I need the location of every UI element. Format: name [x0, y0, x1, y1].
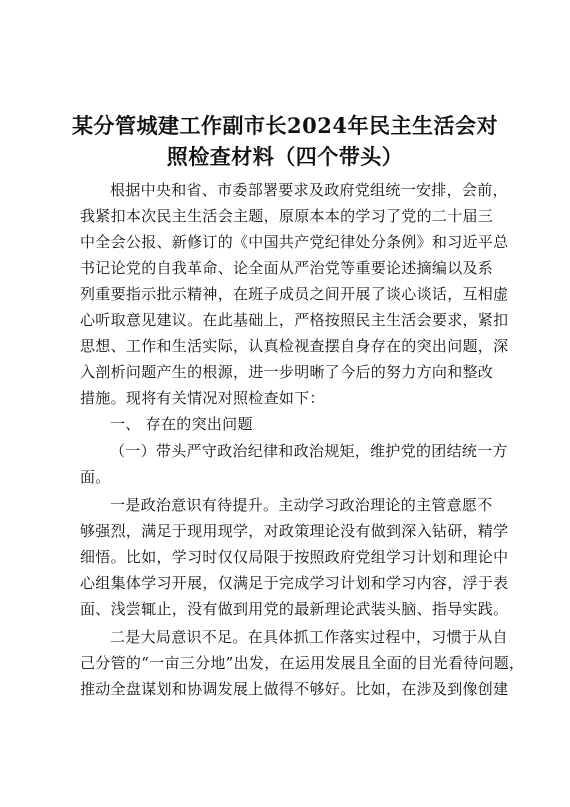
- point-1-line: 面、浅尝辄止，没有做到用党的最新理论武装头脑、指导实践。: [80, 600, 509, 618]
- point-1-line: 心组集体学习开展，仅满足于完成学习计划和学习内容，浮于表: [80, 574, 509, 592]
- intro-line: 思想、工作和生活实际，认真检视查摆自身存在的突出问题，深: [80, 337, 509, 355]
- section-heading: 一、 存在的突出问题: [110, 415, 253, 433]
- point-2-line: 推动全盘谋划和协调发展上做得不够好。比如，在涉及到像创建: [80, 680, 509, 698]
- intro-line: 心听取意见建议。在此基础上，严格按照民主生活会要求，紧扣: [80, 311, 509, 329]
- intro-line: 我紧扣本次民主生活会主题，原原本本的学习了党的二十届三: [80, 207, 494, 225]
- point-2-line: 己分管的“一亩三分地”出发，在运用发展且全面的目光看待问题，: [80, 654, 525, 672]
- document-title-line-1: 某分管城建工作副市长2024年民主生活会对: [72, 113, 498, 138]
- point-2-line: 二是大局意识不足。在具体抓工作落实过程中，习惯于从自: [110, 628, 508, 646]
- intro-line: 书记论党的自我革命、论全面从严治党等重要论述摘编以及系: [80, 259, 494, 277]
- point-1-line: 细悟。比如，学习时仅仅局限于按照政府党组学习计划和理论中: [80, 548, 509, 566]
- point-1-line: 一是政治意识有待提升。主动学习政治理论的主管意愿不: [110, 496, 493, 514]
- intro-line: 入剖析问题产生的根源，进一步明晰了今后的努力方向和整改: [80, 363, 494, 381]
- document-title-line-2: 照检查材料（四个带头）: [166, 144, 404, 169]
- intro-line: 中全会公报、新修订的《中国共产党纪律处分条例》和习近平总: [80, 233, 509, 251]
- subsection-heading-line: 面。: [80, 468, 111, 486]
- intro-line: 措施。现将有关情况对照检查如下：: [80, 389, 325, 407]
- subsection-heading-line: （一）带头严守政治纪律和政治规矩，维护党的团结统一方: [110, 442, 508, 460]
- point-1-line: 够强烈，满足于现用现学，对政策理论没有做到深入钻研，精学: [80, 522, 509, 540]
- intro-line: 根据中央和省、市委部署要求及政府党组统一安排，会前，: [110, 181, 508, 199]
- intro-line: 列重要指示批示精神，在班子成员之间开展了谈心谈话，互相虚: [80, 285, 509, 303]
